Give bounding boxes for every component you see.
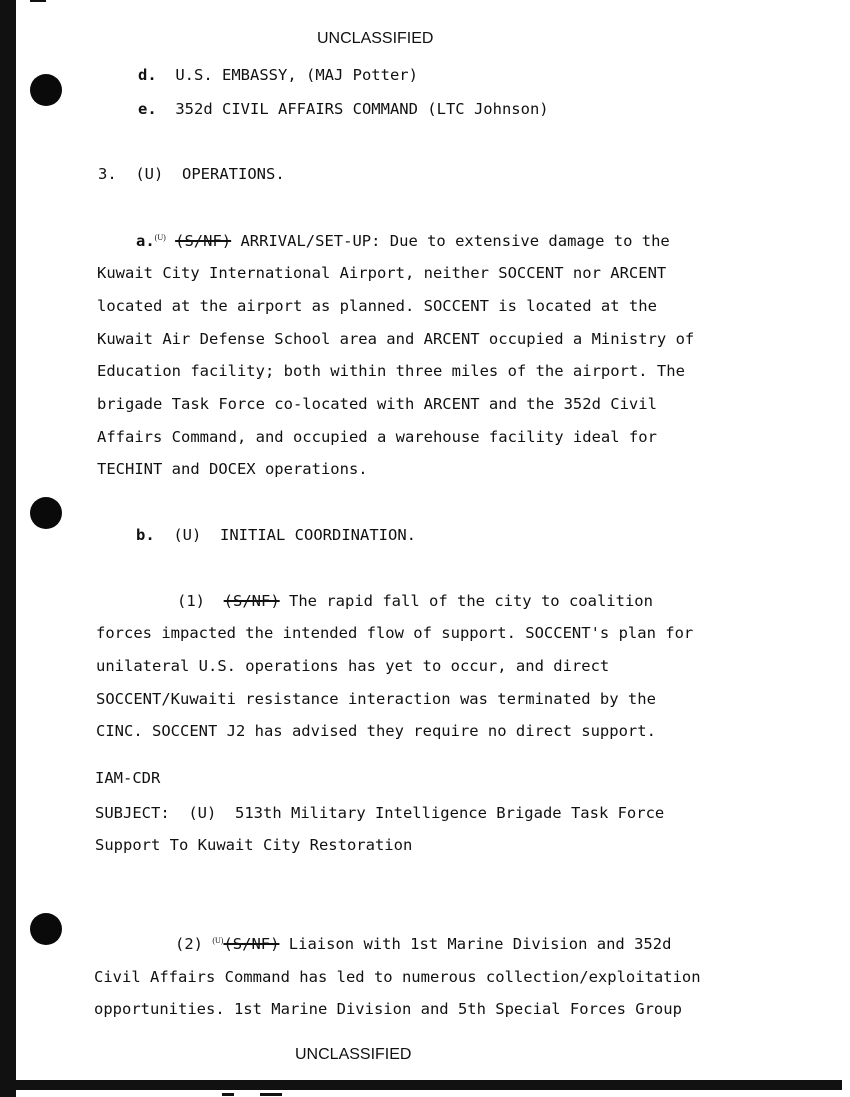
para-a-line: Kuwait Air Defense School area and ARCENT occupied a Ministry of bbox=[97, 330, 695, 348]
para-b-heading: b. (U) INITIAL COORDINATION. bbox=[136, 526, 416, 544]
struck-marking: (S/NF) bbox=[223, 935, 280, 954]
item-d: d. U.S. EMBASSY, (MAJ Potter) bbox=[138, 66, 418, 84]
para-b1-line: CINC. SOCCENT J2 has advised they require no direct support. bbox=[96, 722, 656, 740]
para-a-line: Affairs Command, and occupied a warehouse facility ideal for bbox=[97, 428, 657, 446]
classification-top: UNCLASSIFIED bbox=[317, 30, 434, 47]
scan-top-mark bbox=[30, 0, 46, 2]
para-a-line: Education facility; both within three miles of the airport. The bbox=[97, 362, 685, 380]
punch-hole-top bbox=[30, 74, 62, 106]
section-3-heading: 3. (U) OPERATIONS. bbox=[98, 165, 285, 183]
para-a-line: TECHINT and DOCEX operations. bbox=[97, 460, 368, 478]
para-b1-line-1: (1) (S/NF) The rapid fall of the city to coalition bbox=[177, 592, 653, 610]
para-b1-line: unilateral U.S. operations has yet to occur, and direct bbox=[96, 657, 610, 675]
scan-left-border bbox=[0, 0, 16, 1097]
subject-line-2: Support To Kuwait City Restoration bbox=[95, 836, 413, 854]
office-symbol: IAM-CDR bbox=[95, 769, 161, 787]
para-b2-line: opportunities. 1st Marine Division and 5th Special Forces Group bbox=[94, 1000, 682, 1018]
para-a-line: located at the airport as planned. SOCCENT is located at the bbox=[97, 297, 657, 315]
struck-marking: (S/NF) bbox=[175, 232, 232, 251]
para-b1-line: forces impacted the intended flow of support. SOCCENT's plan for bbox=[96, 624, 694, 642]
struck-marking: (S/NF) bbox=[223, 592, 280, 610]
punch-hole-middle bbox=[30, 497, 62, 529]
item-e: e. 352d CIVIL AFFAIRS COMMAND (LTC Johnson) bbox=[138, 100, 549, 118]
classification-bottom: UNCLASSIFIED bbox=[295, 1046, 412, 1063]
para-a-line: brigade Task Force co-located with ARCENT and the 352d Civil bbox=[97, 395, 657, 413]
subject-line: SUBJECT: (U) 513th Military Intelligence Brigade Task Force bbox=[95, 804, 665, 822]
scan-bottom-border bbox=[0, 1080, 842, 1090]
new-marking: (U) bbox=[154, 233, 166, 242]
para-b1-line: SOCCENT/Kuwaiti resistance interaction was terminated by the bbox=[96, 690, 656, 708]
scan-bottom-marks bbox=[222, 1093, 282, 1097]
para-a-line: Kuwait City International Airport, neither SOCCENT nor ARCENT bbox=[97, 264, 667, 282]
para-a-line-1: a.$^{(U)}$ (S/NF) ARRIVAL/SET-UP: Due to extensive damage to the bbox=[136, 232, 670, 251]
punch-hole-bottom bbox=[30, 913, 62, 945]
para-b2-line-1: (2) $^{(U)}$(S/NF) Liaison with 1st Marine Division and 352d bbox=[175, 935, 672, 954]
new-marking: (U) bbox=[212, 936, 224, 945]
para-b2-line: Civil Affairs Command has led to numerous collection/exploitation bbox=[94, 968, 701, 986]
